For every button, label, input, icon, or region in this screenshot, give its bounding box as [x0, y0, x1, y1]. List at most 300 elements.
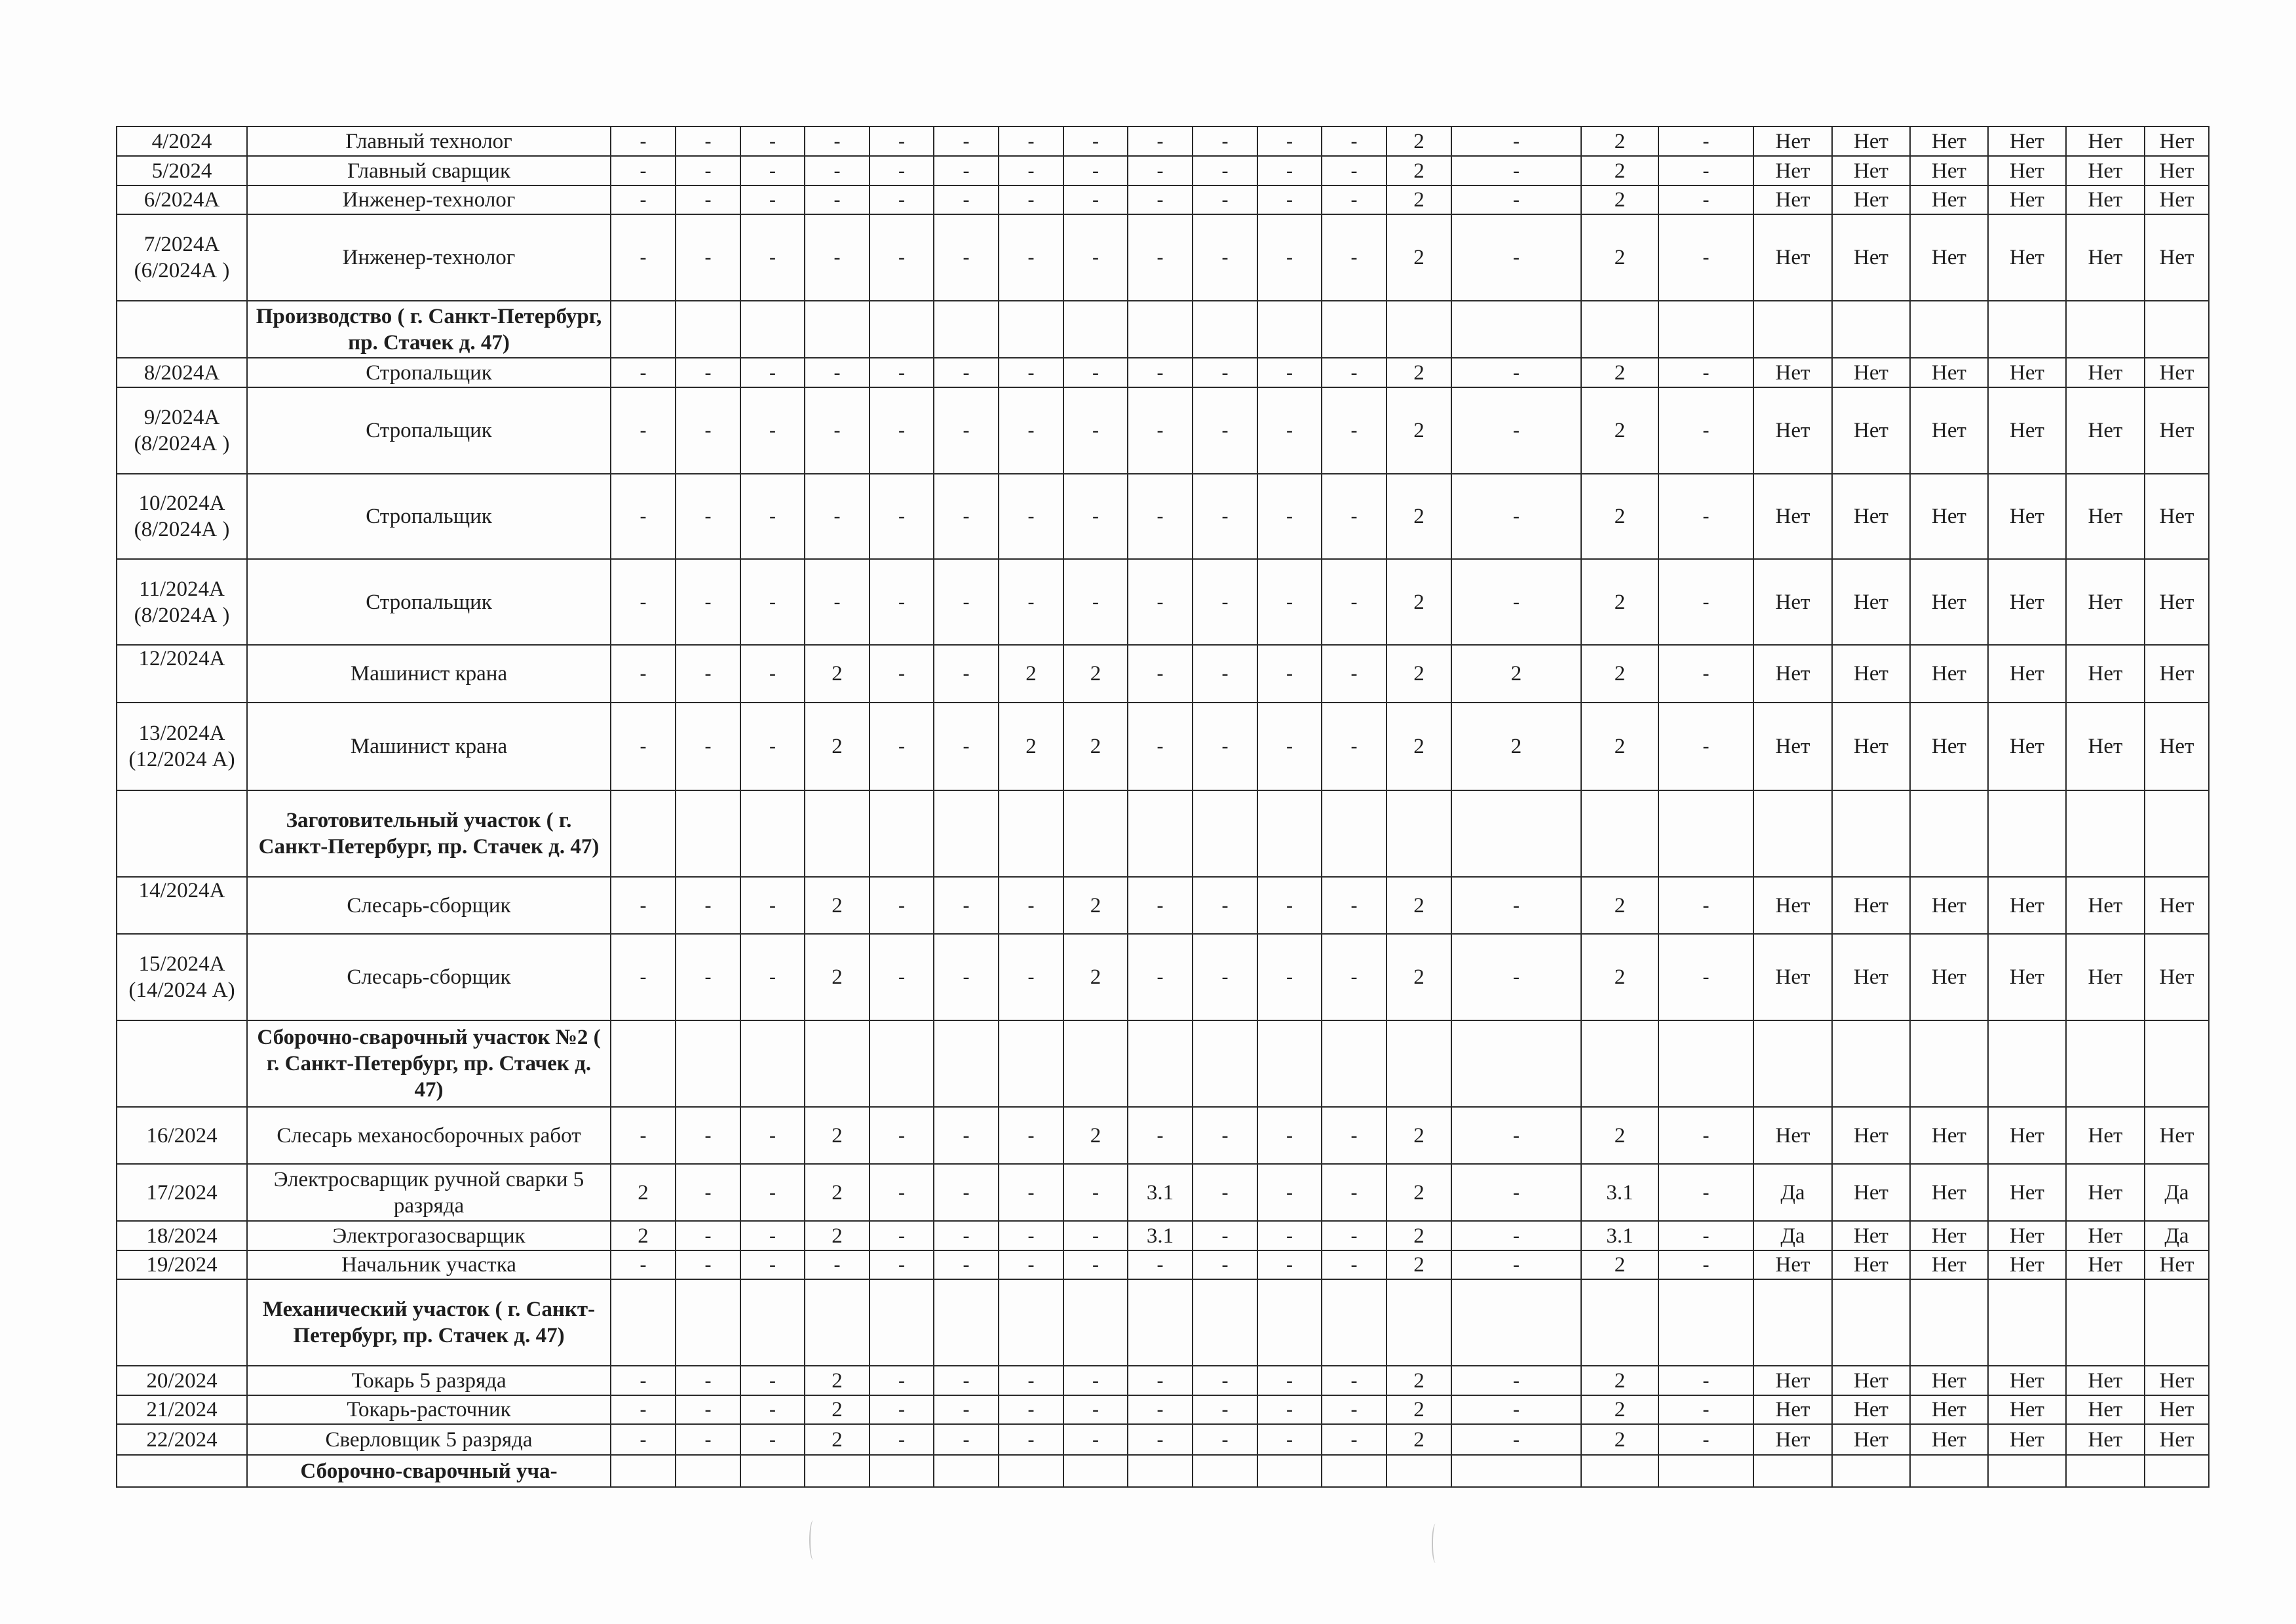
- cell-value: 2: [1581, 156, 1658, 185]
- cell-value: -: [934, 1250, 999, 1279]
- cell-id: 16/2024: [117, 1107, 247, 1164]
- cell-value: Нет: [1753, 358, 1832, 387]
- cell-value: [2066, 1020, 2145, 1107]
- cell-value: -: [934, 214, 999, 301]
- cell-value: [999, 1279, 1063, 1366]
- cell-value: -: [611, 156, 676, 185]
- cell-value: -: [999, 474, 1063, 559]
- cell-value: -: [1322, 645, 1387, 703]
- cell-value: Нет: [2145, 934, 2209, 1020]
- cell-value: -: [999, 1221, 1063, 1250]
- cell-value: -: [1451, 185, 1581, 214]
- cell-value: 3.1: [1581, 1221, 1658, 1250]
- cell-value: -: [1322, 559, 1387, 645]
- cell-value: [1753, 790, 1832, 877]
- cell-value: -: [1193, 474, 1257, 559]
- cell-value: [611, 1455, 676, 1487]
- cell-value: -: [1257, 126, 1322, 156]
- cell-value: -: [870, 214, 934, 301]
- cell-value: Нет: [1753, 934, 1832, 1020]
- cell-value: -: [1658, 703, 1753, 790]
- cell-position: Слесарь механосборочных работ: [247, 1107, 611, 1164]
- cell-value: -: [1322, 126, 1387, 156]
- cell-value: Нет: [2145, 1366, 2209, 1395]
- table-row: [117, 185, 2209, 214]
- cell-value: [1063, 301, 1128, 358]
- cell-value: -: [1193, 934, 1257, 1020]
- cell-value: [740, 301, 805, 358]
- cell-id: 17/2024: [117, 1164, 247, 1221]
- table-row: [117, 1221, 2209, 1250]
- cell-value: -: [740, 1107, 805, 1164]
- cell-value: -: [1451, 1221, 1581, 1250]
- cell-value: 2: [999, 645, 1063, 703]
- cell-position: Стропальщик: [247, 559, 611, 645]
- cell-value: 2: [1063, 703, 1128, 790]
- cell-value: [1910, 790, 1988, 877]
- cell-value: -: [740, 645, 805, 703]
- cell-value: Нет: [1910, 1164, 1988, 1221]
- cell-value: -: [805, 126, 870, 156]
- cell-value: -: [611, 1366, 676, 1395]
- cell-value: -: [676, 1424, 740, 1455]
- cell-value: [1910, 1279, 1988, 1366]
- cell-value: Нет: [2066, 474, 2145, 559]
- cell-value: [740, 790, 805, 877]
- section-row: [117, 301, 2209, 358]
- cell-value: [1581, 301, 1658, 358]
- cell-value: Нет: [1988, 1424, 2066, 1455]
- cell-value: -: [676, 358, 740, 387]
- cell-value: Нет: [2066, 214, 2145, 301]
- cell-value: -: [1322, 474, 1387, 559]
- cell-value: [1658, 1279, 1753, 1366]
- cell-value: -: [1193, 1221, 1257, 1250]
- cell-value: Нет: [2066, 156, 2145, 185]
- cell-position: Электросварщик ручной сварки 5 разряда: [247, 1164, 611, 1221]
- cell-value: 2: [1581, 185, 1658, 214]
- cell-value: -: [1128, 559, 1193, 645]
- cell-value: 2: [805, 1395, 870, 1424]
- cell-value: 2: [805, 645, 870, 703]
- cell-value: 2: [805, 1107, 870, 1164]
- cell-value: [676, 301, 740, 358]
- cell-value: Нет: [1753, 126, 1832, 156]
- cell-value: Нет: [1910, 126, 1988, 156]
- cell-value: -: [870, 559, 934, 645]
- cell-value: [1832, 301, 1910, 358]
- cell-value: -: [999, 126, 1063, 156]
- cell-value: -: [1063, 156, 1128, 185]
- cell-value: Нет: [1832, 156, 1910, 185]
- cell-value: -: [1658, 358, 1753, 387]
- cell-value: Нет: [1832, 559, 1910, 645]
- cell-value: -: [1322, 934, 1387, 1020]
- cell-value: -: [1322, 1395, 1387, 1424]
- cell-value: -: [1451, 1395, 1581, 1424]
- cell-id: 19/2024: [117, 1250, 247, 1279]
- cell-value: [676, 790, 740, 877]
- cell-value: [1451, 301, 1581, 358]
- cell-value: -: [1128, 358, 1193, 387]
- cell-position: Стропальщик: [247, 387, 611, 474]
- cell-value: -: [1193, 358, 1257, 387]
- cell-value: [1451, 1020, 1581, 1107]
- cell-value: -: [1193, 156, 1257, 185]
- cell-value: -: [999, 1250, 1063, 1279]
- table-row: [117, 214, 2209, 301]
- cell-value: -: [1451, 474, 1581, 559]
- cell-value: -: [1658, 645, 1753, 703]
- cell-value: 2: [805, 877, 870, 934]
- cell-value: -: [1257, 1424, 1322, 1455]
- cell-value: -: [1658, 214, 1753, 301]
- cell-value: 3.1: [1128, 1164, 1193, 1221]
- cell-id: 13/2024А (12/2024 А): [117, 703, 247, 790]
- cell-value: -: [740, 1366, 805, 1395]
- cell-value: Нет: [1753, 387, 1832, 474]
- cell-value: Нет: [2145, 358, 2209, 387]
- cell-value: -: [934, 1395, 999, 1424]
- cell-value: Нет: [2145, 1395, 2209, 1424]
- cell-value: -: [1322, 877, 1387, 934]
- cell-value: Нет: [1832, 1395, 1910, 1424]
- cell-value: [611, 301, 676, 358]
- cell-value: 2: [999, 703, 1063, 790]
- cell-value: 2: [1451, 703, 1581, 790]
- cell-value: Нет: [1988, 185, 2066, 214]
- cell-value: 2: [1581, 126, 1658, 156]
- cell-value: Нет: [2066, 1250, 2145, 1279]
- cell-value: [805, 790, 870, 877]
- cell-value: [611, 790, 676, 877]
- cell-value: [1193, 301, 1257, 358]
- cell-value: -: [870, 474, 934, 559]
- cell-value: Нет: [2066, 1164, 2145, 1221]
- cell-value: [1451, 1279, 1581, 1366]
- section-title: Сборочно-сварочный участок №2 ( г. Санкт-Петербург, пр. Стачек д. 47): [247, 1020, 611, 1107]
- cell-value: [611, 1020, 676, 1107]
- cell-value: 2: [1387, 1221, 1451, 1250]
- cell-value: 2: [1387, 934, 1451, 1020]
- cell-value: [2145, 1279, 2209, 1366]
- cell-value: 2: [1387, 185, 1451, 214]
- cell-value: -: [1063, 387, 1128, 474]
- cell-value: -: [1658, 474, 1753, 559]
- cell-value: -: [1063, 1424, 1128, 1455]
- cell-value: -: [1257, 1107, 1322, 1164]
- cell-id: 14/2024А: [117, 877, 247, 934]
- cell-value: -: [1257, 185, 1322, 214]
- cell-value: -: [805, 387, 870, 474]
- cell-value: -: [805, 185, 870, 214]
- cell-value: -: [934, 156, 999, 185]
- cell-value: [1753, 301, 1832, 358]
- cell-value: [1063, 1279, 1128, 1366]
- table-row: [117, 387, 2209, 474]
- cell-value: -: [740, 877, 805, 934]
- cell-value: 2: [1581, 934, 1658, 1020]
- cell-value: 2: [805, 934, 870, 1020]
- cell-value: -: [870, 185, 934, 214]
- cell-value: 2: [1387, 474, 1451, 559]
- cell-value: -: [1322, 1424, 1387, 1455]
- cell-value: [1451, 790, 1581, 877]
- cell-value: Нет: [1753, 214, 1832, 301]
- cell-value: -: [1257, 474, 1322, 559]
- cell-id: 18/2024: [117, 1221, 247, 1250]
- cell-value: [1658, 790, 1753, 877]
- cell-value: -: [1658, 1424, 1753, 1455]
- cell-value: [999, 301, 1063, 358]
- cell-value: -: [676, 1250, 740, 1279]
- cell-value: 2: [1581, 645, 1658, 703]
- cell-value: [1832, 790, 1910, 877]
- cell-id: 21/2024: [117, 1395, 247, 1424]
- cell-value: 2: [1063, 934, 1128, 1020]
- cell-value: Нет: [1753, 1250, 1832, 1279]
- cell-value: -: [1451, 126, 1581, 156]
- cell-value: -: [740, 185, 805, 214]
- table-row: [117, 1107, 2209, 1164]
- cell-value: Нет: [1988, 387, 2066, 474]
- cell-position: Главный сварщик: [247, 156, 611, 185]
- cell-value: 2: [1387, 1424, 1451, 1455]
- cell-value: -: [1063, 1221, 1128, 1250]
- cell-value: -: [611, 126, 676, 156]
- cell-position: Токарь 5 разряда: [247, 1366, 611, 1395]
- cell-value: [1128, 1455, 1193, 1487]
- section-row: [117, 1020, 2209, 1107]
- cell-value: -: [676, 877, 740, 934]
- cell-value: Нет: [1988, 934, 2066, 1020]
- cell-value: -: [1128, 877, 1193, 934]
- cell-position: Главный технолог: [247, 126, 611, 156]
- cell-value: -: [1658, 934, 1753, 1020]
- cell-value: [1581, 1020, 1658, 1107]
- cell-value: [934, 790, 999, 877]
- cell-id: 12/2024А: [117, 645, 247, 703]
- cell-value: -: [1451, 1107, 1581, 1164]
- cell-value: [1988, 1455, 2066, 1487]
- cell-value: -: [805, 358, 870, 387]
- cell-value: [1451, 1455, 1581, 1487]
- cell-value: -: [934, 358, 999, 387]
- cell-value: Нет: [2066, 559, 2145, 645]
- cell-value: Нет: [1988, 703, 2066, 790]
- cell-value: Нет: [1910, 934, 1988, 1020]
- cell-value: [999, 1020, 1063, 1107]
- cell-value: -: [1193, 559, 1257, 645]
- cell-id: 10/2024А (8/2024А ): [117, 474, 247, 559]
- cell-value: Нет: [1832, 703, 1910, 790]
- cell-value: Нет: [1910, 877, 1988, 934]
- cell-value: -: [870, 1366, 934, 1395]
- cell-value: -: [740, 474, 805, 559]
- cell-value: -: [740, 1395, 805, 1424]
- cell-value: 2: [1387, 214, 1451, 301]
- cell-position: Стропальщик: [247, 474, 611, 559]
- cell-value: Нет: [2066, 934, 2145, 1020]
- table-row: [117, 474, 2209, 559]
- cell-value: -: [934, 387, 999, 474]
- cell-value: -: [999, 1164, 1063, 1221]
- cell-value: Нет: [1832, 1164, 1910, 1221]
- assessment-table: [116, 126, 2210, 1488]
- cell-value: Нет: [1910, 1221, 1988, 1250]
- cell-value: -: [740, 1221, 805, 1250]
- cell-value: Нет: [2145, 185, 2209, 214]
- cell-value: 2: [611, 1164, 676, 1221]
- cell-value: [1257, 1455, 1322, 1487]
- cell-value: -: [934, 1107, 999, 1164]
- cell-id: 5/2024: [117, 156, 247, 185]
- cell-value: 2: [805, 1366, 870, 1395]
- cell-value: Нет: [1832, 645, 1910, 703]
- cell-value: -: [1063, 474, 1128, 559]
- cell-value: -: [999, 1366, 1063, 1395]
- cell-value: -: [1451, 934, 1581, 1020]
- cell-value: Нет: [1832, 1424, 1910, 1455]
- cell-value: -: [1451, 1366, 1581, 1395]
- cell-value: -: [676, 1395, 740, 1424]
- cell-value: -: [676, 214, 740, 301]
- cell-value: Нет: [2066, 877, 2145, 934]
- cell-value: -: [1193, 387, 1257, 474]
- cell-value: -: [611, 358, 676, 387]
- cell-position: Слесарь-сборщик: [247, 934, 611, 1020]
- cell-value: -: [999, 156, 1063, 185]
- section-title: Заготовительный участок ( г. Санкт-Петербург, пр. Стачек д. 47): [247, 790, 611, 877]
- scan-mark-right: [1432, 1524, 1440, 1563]
- cell-value: -: [1193, 645, 1257, 703]
- cell-value: -: [1322, 358, 1387, 387]
- cell-value: -: [1128, 1424, 1193, 1455]
- cell-value: [740, 1279, 805, 1366]
- cell-value: Нет: [1753, 1366, 1832, 1395]
- cell-value: [1658, 301, 1753, 358]
- cell-value: -: [1658, 1250, 1753, 1279]
- cell-value: Нет: [1910, 185, 1988, 214]
- cell-id: [117, 790, 247, 877]
- cell-value: -: [1128, 185, 1193, 214]
- table-row: [117, 877, 2209, 934]
- cell-value: -: [1322, 1107, 1387, 1164]
- cell-value: Нет: [1832, 1366, 1910, 1395]
- cell-value: -: [805, 1250, 870, 1279]
- cell-value: -: [1128, 934, 1193, 1020]
- cell-value: [1988, 1279, 2066, 1366]
- cell-value: [870, 301, 934, 358]
- cell-value: -: [1451, 1164, 1581, 1221]
- cell-value: -: [1451, 559, 1581, 645]
- cell-value: [1063, 1020, 1128, 1107]
- cell-value: -: [1257, 934, 1322, 1020]
- cell-value: -: [740, 934, 805, 1020]
- cell-value: [1128, 790, 1193, 877]
- cell-value: -: [1128, 703, 1193, 790]
- cell-value: -: [934, 877, 999, 934]
- cell-value: Нет: [1832, 387, 1910, 474]
- cell-value: -: [1257, 559, 1322, 645]
- cell-value: Нет: [2066, 1424, 2145, 1455]
- cell-value: -: [1658, 1366, 1753, 1395]
- cell-value: Нет: [1753, 185, 1832, 214]
- cell-value: Нет: [1832, 474, 1910, 559]
- cell-value: [999, 790, 1063, 877]
- cell-value: -: [1451, 1424, 1581, 1455]
- cell-value: 2: [1387, 1366, 1451, 1395]
- cell-value: -: [870, 1107, 934, 1164]
- cell-value: [1128, 1020, 1193, 1107]
- cell-value: -: [934, 645, 999, 703]
- cell-value: -: [611, 474, 676, 559]
- cell-value: -: [934, 1221, 999, 1250]
- cell-value: [1988, 790, 2066, 877]
- cell-value: -: [1322, 1250, 1387, 1279]
- cell-value: -: [611, 934, 676, 1020]
- cell-value: -: [934, 1164, 999, 1221]
- cell-value: 2: [1063, 645, 1128, 703]
- cell-value: [1581, 1279, 1658, 1366]
- cell-value: Нет: [1988, 559, 2066, 645]
- cell-value: Да: [2145, 1164, 2209, 1221]
- cell-value: [1581, 790, 1658, 877]
- cell-value: [870, 1020, 934, 1107]
- cell-value: -: [676, 703, 740, 790]
- cell-value: [1910, 301, 1988, 358]
- cell-value: [934, 1020, 999, 1107]
- cell-value: -: [611, 185, 676, 214]
- table-row: [117, 1366, 2209, 1395]
- cell-value: -: [870, 387, 934, 474]
- section-row: [117, 790, 2209, 877]
- cell-value: Нет: [2145, 1424, 2209, 1455]
- cell-value: Нет: [2145, 387, 2209, 474]
- cell-value: [805, 301, 870, 358]
- cell-value: Нет: [2145, 645, 2209, 703]
- cell-value: -: [1128, 1107, 1193, 1164]
- cell-value: Нет: [1988, 358, 2066, 387]
- cell-value: -: [1658, 1164, 1753, 1221]
- cell-value: -: [676, 559, 740, 645]
- cell-value: -: [1658, 1395, 1753, 1424]
- cell-value: Да: [1753, 1221, 1832, 1250]
- cell-value: 2: [1387, 877, 1451, 934]
- cell-value: [1658, 1455, 1753, 1487]
- cell-value: -: [1322, 1164, 1387, 1221]
- cell-value: -: [1257, 358, 1322, 387]
- cell-value: -: [999, 877, 1063, 934]
- cell-value: Нет: [1753, 703, 1832, 790]
- cell-value: 2: [1387, 126, 1451, 156]
- cell-value: [1988, 301, 2066, 358]
- cell-value: -: [1193, 185, 1257, 214]
- cell-value: -: [1128, 1366, 1193, 1395]
- cell-value: -: [676, 156, 740, 185]
- cell-value: Нет: [1753, 474, 1832, 559]
- cell-value: -: [740, 559, 805, 645]
- cell-value: -: [805, 156, 870, 185]
- cell-value: Нет: [1832, 126, 1910, 156]
- cell-value: 2: [1387, 387, 1451, 474]
- cell-value: Нет: [1988, 877, 2066, 934]
- cell-value: -: [740, 1250, 805, 1279]
- cell-value: -: [1193, 1107, 1257, 1164]
- cell-value: -: [1063, 185, 1128, 214]
- cell-value: [1753, 1455, 1832, 1487]
- cell-id: [117, 1279, 247, 1366]
